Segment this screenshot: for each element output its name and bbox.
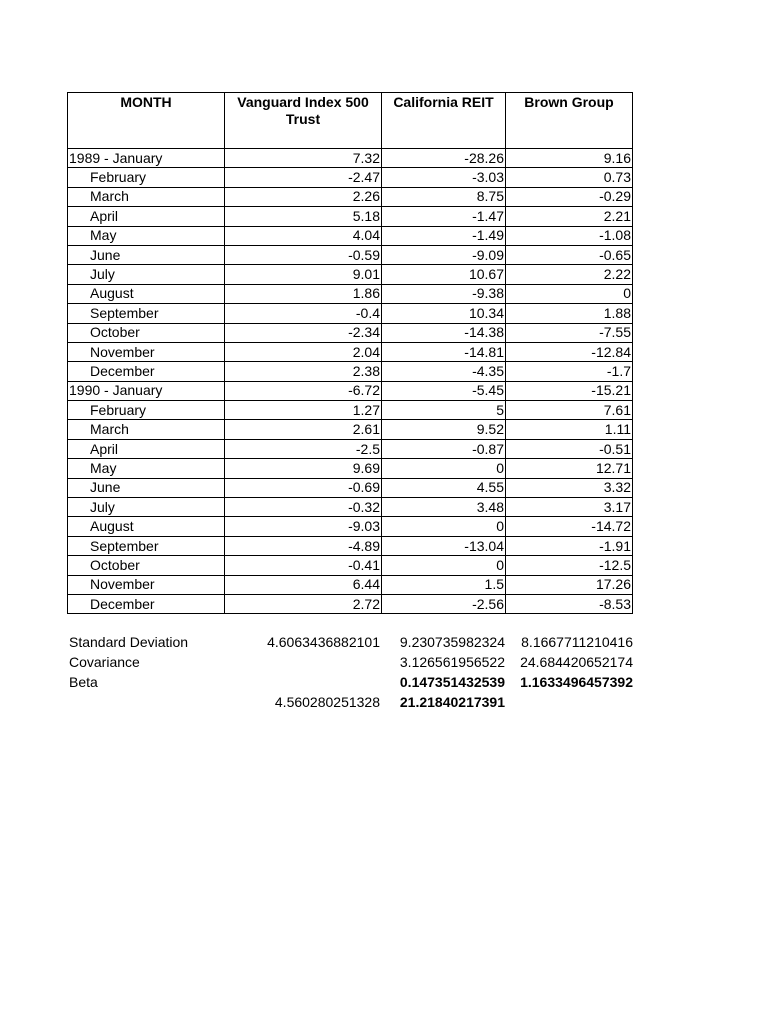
stat-vanguard: 4.6063436882101 bbox=[267, 634, 380, 650]
table-row bbox=[68, 342, 633, 361]
table-row bbox=[68, 245, 633, 264]
table-row bbox=[68, 284, 633, 303]
month-cell: May bbox=[68, 226, 225, 245]
vanguard-cell: 6.44 bbox=[225, 575, 382, 594]
table-row bbox=[68, 498, 633, 517]
brown-cell: 0.73 bbox=[506, 168, 633, 187]
brown-cell: 3.17 bbox=[506, 498, 633, 517]
statistics-block bbox=[67, 632, 634, 712]
table-row bbox=[68, 226, 633, 245]
brown-cell: 1.88 bbox=[506, 304, 633, 323]
table-row bbox=[68, 401, 633, 420]
table-row bbox=[68, 420, 633, 439]
reit-cell: -1.47 bbox=[382, 207, 506, 226]
stat-reit: 3.126561956522 bbox=[399, 654, 505, 670]
reit-cell: -14.81 bbox=[382, 342, 506, 361]
header-california-reit: California REIT bbox=[382, 93, 506, 149]
returns-table bbox=[67, 92, 633, 614]
table-row bbox=[68, 265, 633, 284]
stat-label: Covariance bbox=[69, 654, 140, 670]
stat-reit: 21.21840217391 bbox=[399, 694, 505, 710]
header-vanguard: Vanguard Index 500 Trust bbox=[225, 93, 382, 149]
vanguard-cell: -6.72 bbox=[225, 381, 382, 400]
table-row bbox=[68, 381, 633, 400]
table-row bbox=[68, 149, 633, 168]
reit-cell: -9.09 bbox=[382, 245, 506, 264]
stat-row-covariance bbox=[67, 652, 634, 672]
brown-cell: -1.91 bbox=[506, 536, 633, 555]
reit-cell: 3.48 bbox=[382, 498, 506, 517]
vanguard-cell: 9.69 bbox=[225, 459, 382, 478]
month-cell: March bbox=[68, 420, 225, 439]
month-cell: November bbox=[68, 575, 225, 594]
month-cell: September bbox=[68, 304, 225, 323]
brown-cell: -1.7 bbox=[506, 362, 633, 381]
month-cell: July bbox=[68, 498, 225, 517]
month-cell: December bbox=[68, 362, 225, 381]
table-row bbox=[68, 478, 633, 497]
vanguard-cell: -0.59 bbox=[225, 245, 382, 264]
reit-cell: -14.38 bbox=[382, 323, 506, 342]
table-row bbox=[68, 323, 633, 342]
brown-cell: -15.21 bbox=[506, 381, 633, 400]
stat-brown: 24.684420652174 bbox=[520, 654, 633, 670]
reit-cell: 0 bbox=[382, 556, 506, 575]
vanguard-cell: -2.5 bbox=[225, 439, 382, 458]
stat-brown: 8.1667711210416 bbox=[521, 634, 633, 650]
header-month: MONTH bbox=[68, 93, 225, 149]
reit-cell: -1.49 bbox=[382, 226, 506, 245]
month-cell: November bbox=[68, 342, 225, 361]
reit-cell: -28.26 bbox=[382, 149, 506, 168]
vanguard-cell: 2.61 bbox=[225, 420, 382, 439]
reit-cell: -3.03 bbox=[382, 168, 506, 187]
month-cell: July bbox=[68, 265, 225, 284]
reit-cell: -2.56 bbox=[382, 594, 506, 613]
reit-cell: 9.52 bbox=[382, 420, 506, 439]
month-cell: August bbox=[68, 517, 225, 536]
vanguard-cell: 7.32 bbox=[225, 149, 382, 168]
vanguard-cell: -2.34 bbox=[225, 323, 382, 342]
table-row bbox=[68, 207, 633, 226]
stat-row-beta bbox=[67, 672, 634, 692]
brown-cell: -7.55 bbox=[506, 323, 633, 342]
month-cell: March bbox=[68, 187, 225, 206]
vanguard-cell: 2.04 bbox=[225, 342, 382, 361]
table-row bbox=[68, 439, 633, 458]
table-row bbox=[68, 517, 633, 536]
vanguard-cell: -0.69 bbox=[225, 478, 382, 497]
brown-cell: 0 bbox=[506, 284, 633, 303]
brown-cell: -14.72 bbox=[506, 517, 633, 536]
brown-cell: -0.65 bbox=[506, 245, 633, 264]
month-cell: May bbox=[68, 459, 225, 478]
vanguard-cell: 1.86 bbox=[225, 284, 382, 303]
month-cell: February bbox=[68, 168, 225, 187]
month-cell: October bbox=[68, 323, 225, 342]
stat-label: Standard Deviation bbox=[69, 634, 189, 650]
vanguard-cell: 2.72 bbox=[225, 594, 382, 613]
reit-cell: 10.34 bbox=[382, 304, 506, 323]
stat-label: Beta bbox=[69, 674, 98, 690]
month-cell: April bbox=[68, 207, 225, 226]
table-row bbox=[68, 187, 633, 206]
brown-cell: 17.26 bbox=[506, 575, 633, 594]
header-row bbox=[68, 93, 633, 149]
reit-cell: 8.75 bbox=[382, 187, 506, 206]
stat-reit: 0.147351432539 bbox=[399, 674, 505, 690]
table-row bbox=[68, 304, 633, 323]
month-cell: August bbox=[68, 284, 225, 303]
brown-cell: -8.53 bbox=[506, 594, 633, 613]
brown-cell: -12.84 bbox=[506, 342, 633, 361]
vanguard-cell: 4.04 bbox=[225, 226, 382, 245]
vanguard-cell: 5.18 bbox=[225, 207, 382, 226]
brown-cell: 9.16 bbox=[506, 149, 633, 168]
reit-cell: -4.35 bbox=[382, 362, 506, 381]
month-cell: April bbox=[68, 439, 225, 458]
month-cell: September bbox=[68, 536, 225, 555]
vanguard-cell: -0.4 bbox=[225, 304, 382, 323]
vanguard-cell: 9.01 bbox=[225, 265, 382, 284]
vanguard-cell: -9.03 bbox=[225, 517, 382, 536]
brown-cell: 2.22 bbox=[506, 265, 633, 284]
brown-cell: -1.08 bbox=[506, 226, 633, 245]
reit-cell: 5 bbox=[382, 401, 506, 420]
table-row bbox=[68, 168, 633, 187]
table-row bbox=[68, 594, 633, 613]
stat-vanguard: 4.560280251328 bbox=[274, 694, 380, 710]
brown-cell: 12.71 bbox=[506, 459, 633, 478]
reit-cell: 0 bbox=[382, 517, 506, 536]
vanguard-cell: 2.38 bbox=[225, 362, 382, 381]
table-row bbox=[68, 459, 633, 478]
brown-cell: 3.32 bbox=[506, 478, 633, 497]
month-cell: June bbox=[68, 245, 225, 264]
month-cell: December bbox=[68, 594, 225, 613]
table-row bbox=[68, 556, 633, 575]
brown-cell: -0.51 bbox=[506, 439, 633, 458]
reit-cell: 0 bbox=[382, 459, 506, 478]
vanguard-cell: -0.41 bbox=[225, 556, 382, 575]
reit-cell: -5.45 bbox=[382, 381, 506, 400]
reit-cell: 4.55 bbox=[382, 478, 506, 497]
brown-cell: -12.5 bbox=[506, 556, 633, 575]
brown-cell: -0.29 bbox=[506, 187, 633, 206]
month-cell: 1989 - January bbox=[68, 149, 225, 168]
month-cell: 1990 - January bbox=[68, 381, 225, 400]
month-cell: February bbox=[68, 401, 225, 420]
reit-cell: -0.87 bbox=[382, 439, 506, 458]
brown-cell: 1.11 bbox=[506, 420, 633, 439]
vanguard-cell: -0.32 bbox=[225, 498, 382, 517]
reit-cell: 10.67 bbox=[382, 265, 506, 284]
table-row bbox=[68, 362, 633, 381]
vanguard-cell: -4.89 bbox=[225, 536, 382, 555]
stat-brown: 1.1633496457392 bbox=[520, 674, 633, 690]
header-brown-group: Brown Group bbox=[506, 93, 633, 149]
vanguard-cell: 1.27 bbox=[225, 401, 382, 420]
reit-cell: -9.38 bbox=[382, 284, 506, 303]
reit-cell: 1.5 bbox=[382, 575, 506, 594]
stat-reit: 9.230735982324 bbox=[399, 634, 505, 650]
month-cell: June bbox=[68, 478, 225, 497]
vanguard-cell: 2.26 bbox=[225, 187, 382, 206]
table-row bbox=[68, 575, 633, 594]
stat-row-extra bbox=[67, 692, 634, 712]
brown-cell: 2.21 bbox=[506, 207, 633, 226]
stat-row-std-dev bbox=[67, 632, 634, 652]
reit-cell: -13.04 bbox=[382, 536, 506, 555]
month-cell: October bbox=[68, 556, 225, 575]
brown-cell: 7.61 bbox=[506, 401, 633, 420]
vanguard-cell: -2.47 bbox=[225, 168, 382, 187]
table-row bbox=[68, 536, 633, 555]
